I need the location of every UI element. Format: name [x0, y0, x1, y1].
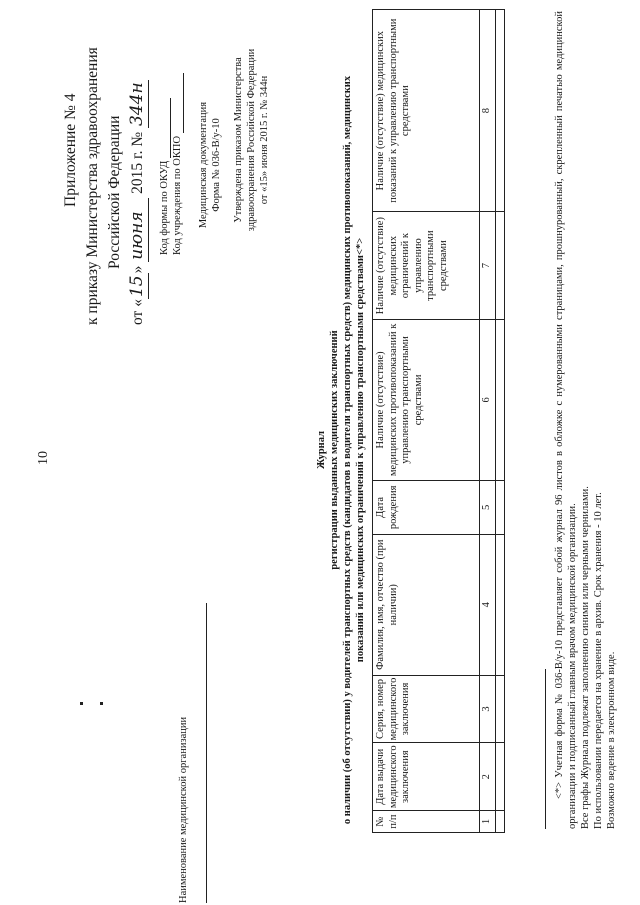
column-header: № п/п	[373, 811, 480, 833]
column-header: Наличие (отсутствие) медицинских показаний к управлению транспортными средствами	[373, 10, 480, 212]
column-header: Серия, номер медицинского заключения	[373, 675, 480, 743]
organization-name-label: Наименование медицинской организации	[178, 716, 189, 903]
footnote-text: По использовании передается на хранение в архив. Срок хранения - 10 лет.	[593, 492, 604, 829]
footnote-text: Все графы Журнала подлежат заполнению синими или черными чернилами.	[580, 486, 591, 829]
appendix-date: от «15» июня 2015 г. № 344н	[127, 82, 147, 325]
form-codes	[158, 5, 184, 255]
page-number: 10	[36, 451, 51, 465]
column-header: Наличие (отсутствие) медицинских противопоказаний к управлению транспортными средствами	[373, 319, 480, 480]
table-cell	[496, 10, 505, 212]
table-row	[496, 10, 505, 833]
appendix-header	[60, 25, 149, 325]
organization-name-line	[206, 603, 207, 903]
journal-table	[372, 9, 505, 833]
journal-title: Журнал регистрации выданных медицинских заключений о наличии (об отсутствии) у водителей транспортных средств (кандидатов в водители транспортных средств) медицинских противопоказаний, медицинских показаний или медицинских ограничений к управлению транспортными средствами<*>	[316, 75, 366, 825]
table-cell	[496, 534, 505, 675]
column-number: 6	[480, 319, 496, 480]
table-cell	[496, 319, 505, 480]
table-cell	[496, 811, 505, 833]
table-row	[480, 10, 496, 833]
table-cell	[496, 212, 505, 320]
column-number: 2	[480, 743, 496, 811]
column-header: Наличие (отсутствие) медицинских ограничений к управлению транспортными средствами	[373, 212, 480, 320]
handwritten-number: 344н	[127, 82, 147, 126]
footnotes	[553, 11, 618, 829]
column-header: Дата рождения	[373, 480, 480, 534]
footnote-text: Возможно ведение в электронном виде.	[606, 651, 617, 829]
approval-note: Утверждена приказом Министерства здравоохранения Российской Федерации от «15» июня 2015 г. № 344н	[233, 48, 270, 232]
table-header-row	[373, 10, 480, 833]
column-number: 5	[480, 480, 496, 534]
handwritten-month: июня	[126, 198, 149, 262]
column-header: Дата выдачи медицинского заключения	[373, 743, 480, 811]
column-header: Фамилия, имя, отчество (при наличии)	[373, 534, 480, 675]
table-cell	[496, 675, 505, 743]
appendix-federation-line: Российской Федерации	[106, 115, 123, 269]
table-cell	[496, 743, 505, 811]
scan-mark	[100, 702, 103, 705]
appendix-title: Приложение № 4	[62, 93, 79, 207]
column-number: 7	[480, 212, 496, 320]
okud-code-line: Код формы по ОКУД	[158, 5, 171, 255]
scan-mark	[80, 702, 83, 705]
column-number: 3	[480, 675, 496, 743]
column-number: 4	[480, 534, 496, 675]
table-cell	[496, 480, 505, 534]
column-number: 1	[480, 811, 496, 833]
medical-documentation: Медицинская документация Форма № 036-В/у-10	[198, 101, 222, 229]
okpo-code-line: Код учреждения по ОКПО	[171, 5, 184, 255]
column-number: 8	[480, 10, 496, 212]
footnote-separator	[545, 669, 546, 829]
handwritten-day: 15	[127, 275, 147, 298]
appendix-order-line: к приказу Министерства здравоохранения	[84, 47, 101, 325]
footnote-text: <*> Учетная форма № 036-В/у-10 представляет собой журнал 96 листов в обложке с нумерованными страницами, прошнурованный, скрепленный печатью медицинской организации и подписанный главным врачом медицинской организации.	[554, 11, 578, 829]
